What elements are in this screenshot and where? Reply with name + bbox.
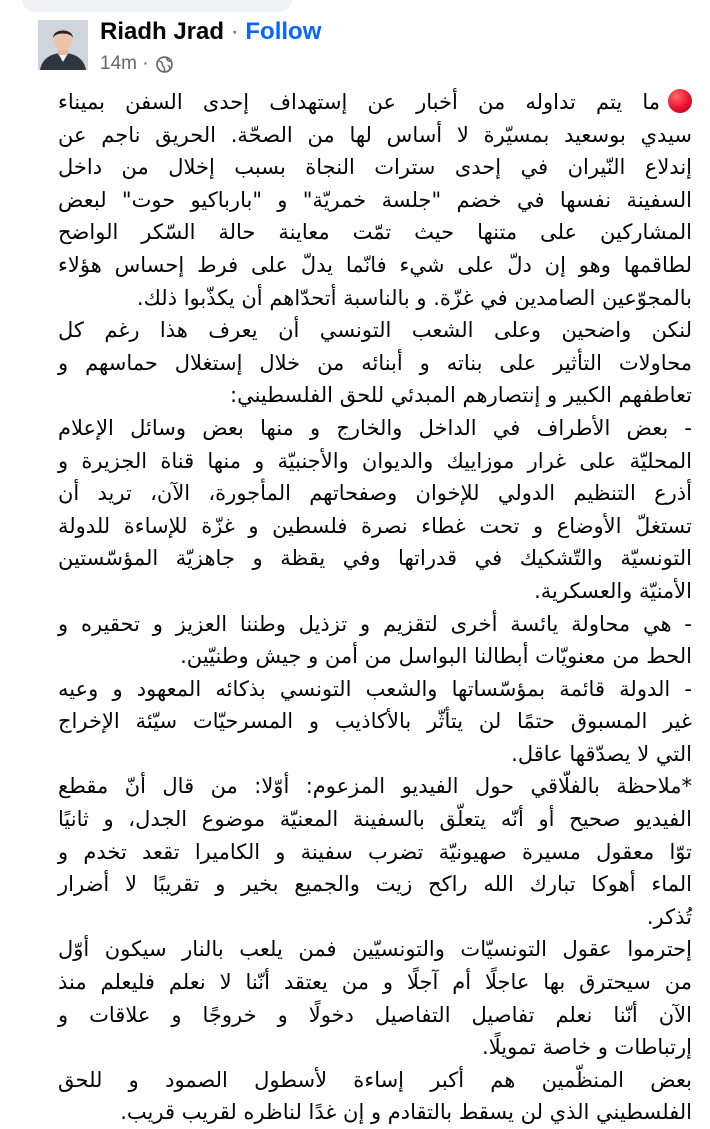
post-text-line (58, 379, 692, 412)
post-text-line (58, 1064, 692, 1097)
post-text-line-content: تستغلّ الأوضاع و تحت غطاء نصرة فلسطين و غزّة للإساءة للدولة (58, 513, 692, 538)
post-text-line-content: بعض المنظّمين هم أكبر إساءة لأسطول الصمود و للحق (58, 1067, 692, 1092)
post-text-line-content: الفيديو صحيح أو أنّه يتعلّق بالسفينة المعنيّة موضوع الجدل، و ثانيًا (58, 807, 692, 832)
post-text-line (58, 314, 692, 347)
post-text-line-content: تعاطفهم الكبير و إنتصارهم المبدئي للحق الفلسطيني: (230, 383, 692, 408)
post-text (58, 86, 692, 1129)
post-text-line-content: إحترموا عقول التونسيّات والتونسيّين فمن يلعب بالنار سيكون أوّل (58, 937, 692, 962)
post-text-line (58, 738, 692, 771)
post-text-line (58, 836, 692, 869)
post-text-line (58, 1031, 692, 1064)
separator-dot: · (230, 18, 239, 45)
post-text-line (58, 705, 692, 738)
post-text-line (58, 608, 692, 641)
globe-icon (156, 56, 173, 73)
post-timestamp[interactable]: 14m (100, 53, 137, 74)
post-text-line-content: محاولات التأثير على بناته و أبنائه من خلال إستغلال حماسهم و (58, 350, 692, 375)
post-text-line-content: الماء أهوكا تبارك الله راكح زيت والجميع بخير و تقريبًا لا أضرار (58, 872, 692, 897)
avatar[interactable] (38, 20, 88, 70)
post-meta (100, 52, 173, 76)
post-text-line (58, 966, 692, 999)
post-text-line (58, 933, 692, 966)
post-text-line-content: المحليّة على غرار موزاييك والديوان والأجنبيّة و منها قناة الجزيرة و (58, 448, 692, 473)
red-circle-icon (668, 89, 692, 113)
post-text-line (58, 347, 692, 380)
post-text-line-content: غير المسبوق حتمًا لن يتأثّر بالأكاذيب و المسرحيّات سيّئة الإخراج (58, 709, 692, 734)
author-name[interactable]: Riadh Jrad (100, 18, 225, 45)
post-text-line-content: من سيحترق بها عاجلًا أم آجلًا و من يعتقد أنّنا لا نعلم فليعلم منذ (58, 970, 692, 995)
meta-dot: · (142, 53, 149, 74)
post-text-line-content: *ملاحظة بالفلّاقي حول الفيديو المزعوم: أوّلا: من قال أنّ مقطع (58, 774, 692, 799)
post-text-line (58, 184, 692, 217)
post-text-line-content: الفلسطيني الذي لن يسقط بالتقادم و إن غدًا لناظره لقريب قريب. (120, 1100, 692, 1125)
post-text-line (58, 575, 692, 608)
post-text-line-content: الآن أنّنا نعلم تفاصيل التفاصيل دخولًا و خروجًا و علاقات و (58, 1002, 692, 1027)
post-text-line-content: لنكن واضحين وعلى الشعب التونسي أن يعرف هذا رغم كل (58, 318, 692, 343)
post-text-line-content: إرتباطات و خاصة تمويلًا. (482, 1035, 692, 1060)
post-text-line-content: المشاركين على متنها حيث تمّت معاينة حالة السّكر الواضح (58, 220, 692, 245)
post-text-line-content: التي لا يصدّقها عاقل. (511, 741, 692, 766)
post-text-line-content: الحط من معنويّات أبطالنا البواسل من أمن و جيش وطنيّين. (180, 644, 692, 669)
author-line (100, 16, 321, 48)
post-text-line (58, 412, 692, 445)
post-text-line-content: - بعض الأطراف في الداخل والخارج و منها بعض وسائل الإعلام (58, 415, 692, 440)
post-text-line-content: الأمنيّة والعسكرية. (534, 578, 692, 603)
post-text-line-content: تُذكر. (646, 904, 692, 929)
post-text-line (58, 510, 692, 543)
post-text-line (58, 151, 692, 184)
post-text-line (58, 673, 692, 706)
post-text-line-content: - الدولة قائمة بمؤسّساتها والشعب التونسي بذكائه المعهود و وعيه (58, 676, 692, 701)
post-text-line (58, 770, 692, 803)
top-input-pill[interactable] (22, 0, 292, 12)
post-text-line-content: ما يتم تداوله من أخبار عن إستهداف إحدى السفن بميناء (58, 90, 660, 114)
follow-button[interactable]: Follow (245, 18, 322, 45)
post-text-line (58, 999, 692, 1032)
post-text-line (58, 216, 692, 249)
avatar-photo (38, 20, 88, 70)
post-text-line (58, 640, 692, 673)
post-text-line (58, 86, 692, 119)
post-text-line-content: إندلاع النّيران في إحدى سترات النجاة بسبب إخلال من داخل (58, 155, 692, 180)
post-text-line (58, 119, 692, 152)
post-text-line-content: التونسيّة والتّشكيك في قدراتها وفي يقظة و جاهزيّة المؤسّستين (58, 546, 692, 571)
post-text-line (58, 445, 692, 478)
post-text-line (58, 282, 692, 315)
post-header (38, 14, 678, 84)
post-text-line-content: السفينة نفسها في خضم "جلسة خمريّة" و "بارباكيو حوت" لبعض (58, 187, 692, 212)
post-text-line (58, 803, 692, 836)
post-text-line-content: لطاقمها وهو إن دلّ على شيء فانّما يدلّ على فرط إحساس هؤلاء (58, 252, 692, 277)
post-text-line (58, 249, 692, 282)
post-text-line (58, 477, 692, 510)
post-text-line-content: بالمجوّعين الصامدين في غزّة. و بالناسبة أتحدّاهم أن يكذّبوا ذلك. (136, 285, 692, 310)
post-text-line-content: - هي محاولة يائسة أخرى لتقزيم و تزذيل وطننا العزيز و تحقيره و (58, 611, 692, 636)
post-text-line (58, 1096, 692, 1129)
post-text-line (58, 901, 692, 934)
post-text-line (58, 868, 692, 901)
post-text-line-content: أذرع التنظيم الدولي للإخوان وصفحاتهم المأجورة، الآن، تريد أن (58, 481, 692, 506)
post-text-line-content: سيدي بوسعيد بمسيّرة لا أساس لها من الصحّة. الحريق ناجم عن (58, 122, 692, 147)
post-text-line (58, 542, 692, 575)
post-text-line-content: توّا معقول مسيرة صهيونيّة تضرب سفينة و الكاميرا تقعد تخدم و (58, 839, 692, 864)
